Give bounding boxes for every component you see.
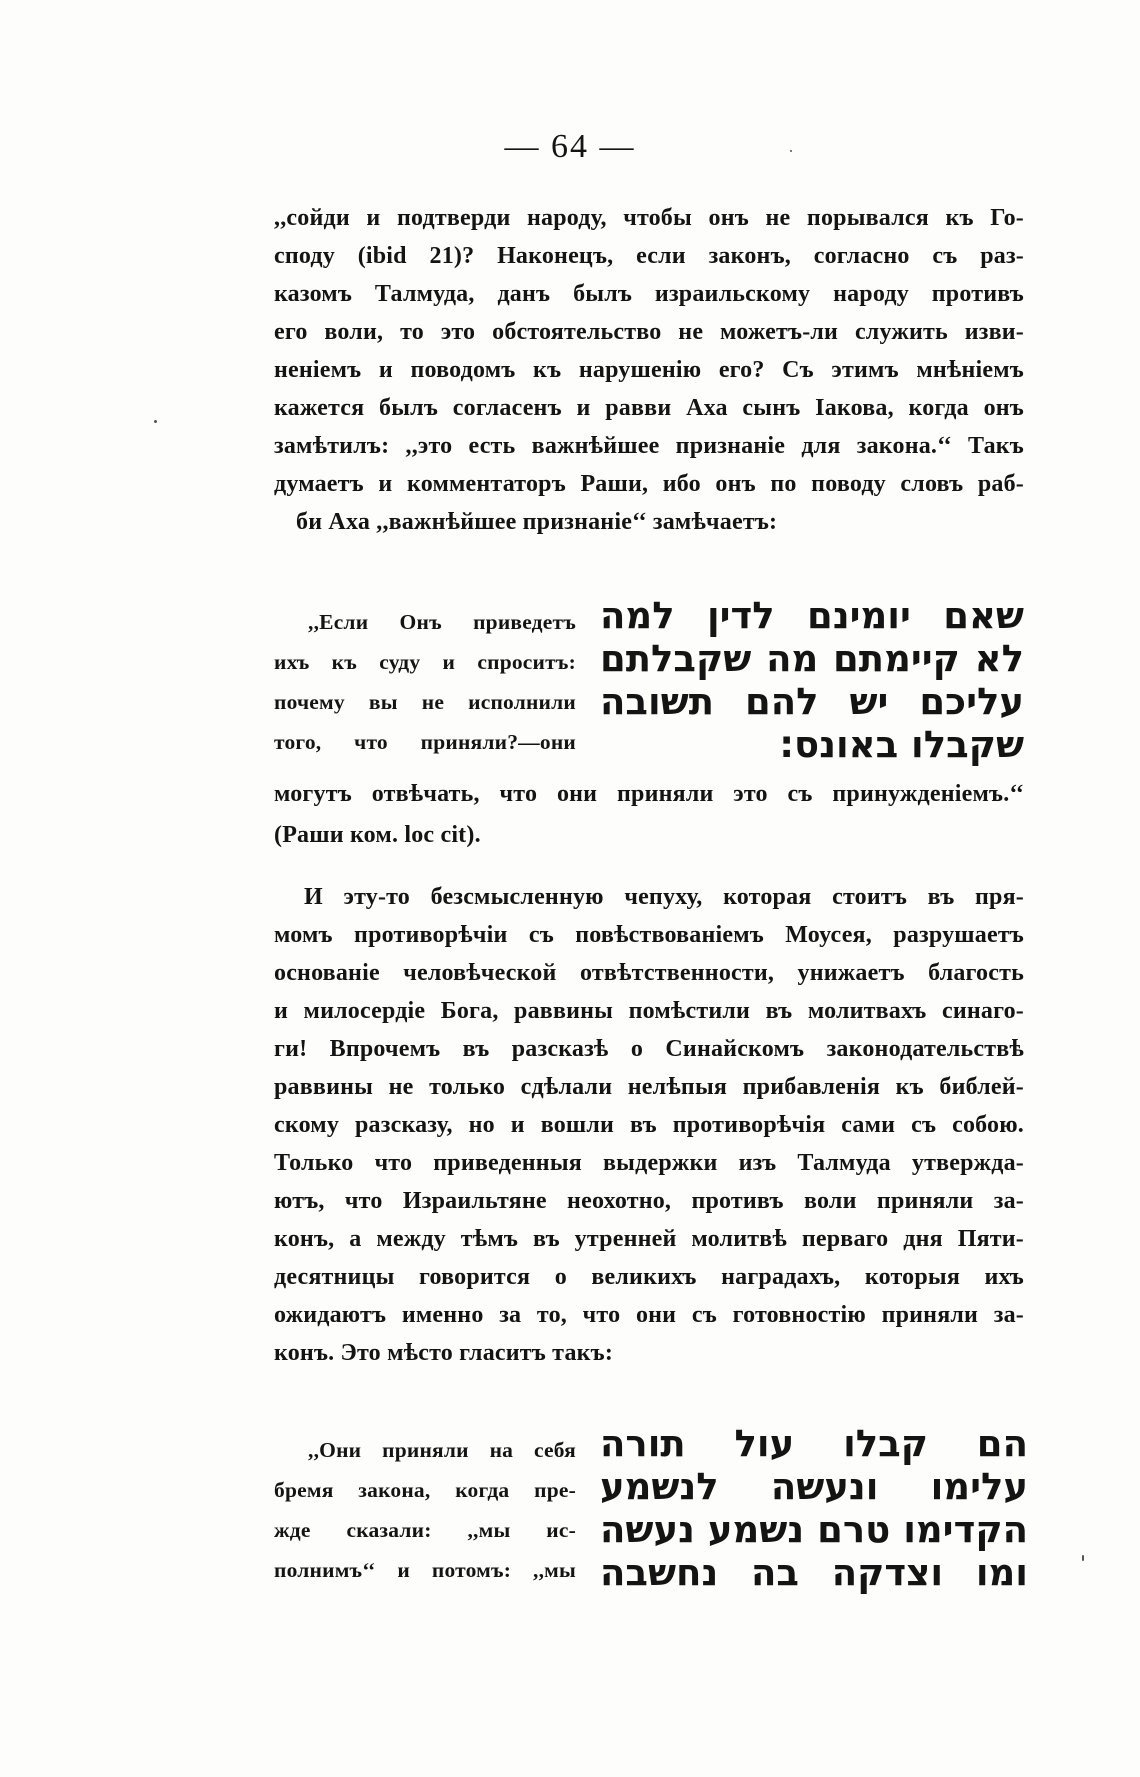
text-line: би Аха ,,важнѣйшее признаніе‘‘ замѣчаетъ: [296, 509, 778, 535]
text-line: Только что приведенныя выдержки изъ Талмуда утвержда- [274, 1150, 1024, 1176]
hebrew-line: הקדימו טרם נשמע נעשה [600, 1508, 1028, 1551]
page-number: — 64 — [504, 128, 636, 165]
text-line: кажется былъ согласенъ и равви Аха сынъ Іакова, когда онъ [274, 395, 1024, 421]
text-line: и милосердіе Бога, раввины помѣстили въ молитвахъ синаго- [274, 998, 1024, 1024]
quote-line: ,,Они приняли на себя [308, 1438, 576, 1462]
quote-line: ихъ къ суду и спроситъ: [274, 650, 576, 674]
text-line: его воли, то это обстоятельство не можетъ-ли служить изви- [274, 319, 1024, 345]
quote-1-hebrew [600, 594, 1024, 766]
scan-speck [790, 150, 792, 152]
text-line: десятницы говорится о великихъ наградахъ, которыя ихъ [274, 1264, 1024, 1290]
text-line: споду (ibid 21)? Наконецъ, если законъ, согласно съ раз- [274, 243, 1024, 269]
hebrew-line: שאם יומינם לדין למה [600, 594, 1024, 637]
text-line: И эту-то безсмысленную чепуху, которая стоитъ въ пря- [304, 884, 1024, 910]
hebrew-line: לא קיימתם מה שקבלתם [600, 637, 1024, 680]
text-line: казомъ Талмуда, данъ былъ израильскому народу противъ [274, 281, 1024, 307]
quote-1-russian [274, 602, 576, 762]
quote-2-hebrew [600, 1422, 1028, 1594]
scan-speck [154, 420, 157, 423]
text-line: конъ, а между тѣмъ въ утренней молитвѣ перваго дня Пяти- [274, 1226, 1024, 1252]
text-line: момъ противорѣчіи съ повѣствованіемъ Моусея, разрушаетъ [274, 922, 1024, 948]
quote-1-continuation [274, 775, 1024, 857]
text-line: могутъ отвѣчать, что они приняли это съ принужденіемъ.‘‘ [274, 781, 1024, 807]
text-line: (Раши ком. loc cit). [274, 822, 481, 848]
quote-line: почему вы не исполнили [274, 690, 576, 714]
text-line: конъ. Это мѣсто гласитъ такъ: [274, 1340, 614, 1366]
hebrew-line: עליכם יש להם תשובה [600, 680, 1024, 723]
paragraph-2 [274, 878, 1024, 1372]
quote-2-russian [274, 1430, 576, 1590]
quote-line: того, что приняли?—они [274, 730, 576, 754]
text-line: замѣтилъ: ,,это есть важнѣйшее признаніе для закона.‘‘ Такъ [274, 433, 1024, 459]
text-line: неніемъ и поводомъ къ нарушенію его? Съ этимъ мнѣніемъ [274, 357, 1024, 383]
quote-line: ,,Если Онъ приведетъ [308, 610, 576, 634]
quote-line: полнимъ‘‘ и потомъ: ,,мы [274, 1558, 576, 1582]
text-line: раввины не только сдѣлали нелѣпыя прибавленія къ библей- [274, 1074, 1024, 1100]
text-line: ,,сойди и подтверди народу, чтобы онъ не порывался къ Го- [274, 205, 1024, 231]
text-line: основаніе человѣческой отвѣтственности, унижаетъ благость [274, 960, 1024, 986]
text-line: ожидаютъ именно за то, что они съ готовностію приняли за- [274, 1302, 1024, 1328]
paragraph-1 [274, 199, 1024, 541]
scan-speck [1082, 1555, 1084, 1561]
hebrew-line: ומו וצדקה בה נחשבה [600, 1551, 1028, 1594]
hebrew-line: שקבלו באונס: [779, 723, 1024, 766]
text-line: скому разсказу, но и вошли въ противорѣчія сами съ собою. [274, 1112, 1024, 1138]
quote-line: жде сказали: ,,мы ис- [274, 1518, 576, 1542]
hebrew-line: עלימו ונעשה לנשמע [600, 1465, 1028, 1508]
text-line: ютъ, что Израильтяне неохотно, противъ воли приняли за- [274, 1188, 1024, 1214]
quote-line: бремя закона, когда пре- [274, 1478, 576, 1502]
hebrew-line: הם קבלו עול תורה [600, 1422, 1028, 1465]
text-line: ги! Впрочемъ въ разсказѣ о Синайскомъ законодательствѣ [274, 1036, 1024, 1062]
text-line: думаетъ и комментаторъ Раши, ибо онъ по поводу словъ раб- [274, 471, 1024, 497]
